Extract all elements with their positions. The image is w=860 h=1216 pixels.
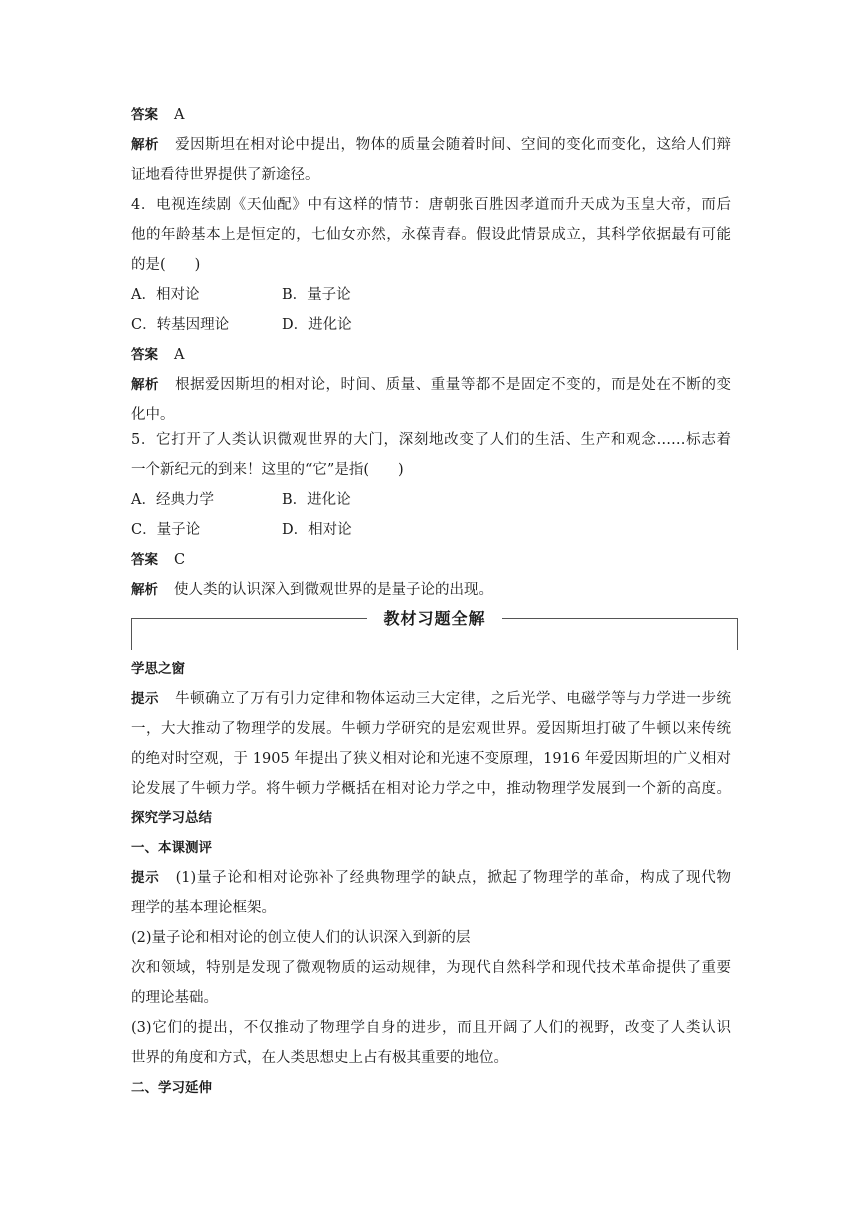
section-banner (131, 604, 738, 650)
xuesi-line: 提示 牛顿确立了万有引力定律和物体运动三大定律，之后光学、电磁学等与力学进一步统 (131, 691, 732, 707)
answer-label: 答案 (131, 107, 158, 123)
answer-label: 答案 (131, 347, 158, 363)
summary-line: (2)量子论和相对论的创立使人们的认识深入到新的层 (131, 930, 471, 946)
option-d: D．进化论 (282, 317, 352, 333)
analysis-label: 解析 (131, 582, 158, 598)
section-heading: 探究学习总结 (131, 810, 212, 826)
hint-label: 提示 (131, 870, 160, 886)
answer-value: C (174, 552, 186, 568)
q3-analysis-line: 证地看待世界提供了新途径。 (131, 167, 320, 183)
subsection-heading: 一、本课测评 (131, 840, 212, 856)
section-heading: 学思之窗 (131, 661, 185, 677)
answer-label: 答案 (131, 552, 158, 568)
analysis-label: 解析 (131, 377, 160, 393)
summary-block (131, 803, 731, 1103)
subsection-heading: 二、学习延伸 (131, 1080, 212, 1096)
q5-stem-line: 5．它打开了人类认识微观世界的大门，深刻地改变了人们的生活、生产和观念……标志着 (131, 432, 731, 448)
q3-answer (131, 100, 731, 130)
option-a: A．相对论 (131, 287, 200, 303)
option-b: B．进化论 (282, 492, 351, 508)
hint-label: 提示 (131, 691, 160, 707)
answer-value: A (174, 107, 185, 123)
q5-options-row (131, 485, 731, 515)
q4-block (131, 190, 731, 430)
option-d: D．相对论 (282, 522, 352, 538)
summary-line: 理学的基本理论框架。 (131, 900, 276, 916)
q4-options-row (131, 310, 731, 340)
summary-line: (3)它们的提出，不仅推动了物理学自身的进步，而且开阔了人们的视野，改变了人类认识 (131, 1020, 731, 1036)
q5-analysis-line: 解析 使人类的认识深入到微观世界的是量子论的出现。 (131, 582, 493, 598)
xuesi-block (131, 654, 731, 804)
option-b: B．量子论 (282, 287, 351, 303)
xuesi-line: 论发展了牛顿力学。将牛顿力学概括在相对论力学之中，推动物理学发展到一个新的高度。 (131, 781, 731, 797)
q5-answer (131, 545, 731, 575)
q5-stem-line: 一个新纪元的到来！这里的“它”是指( ) (131, 462, 404, 478)
analysis-label: 解析 (131, 137, 160, 153)
q3-analysis-line: 解析 爱因斯坦在相对论中提出，物体的质量会随着时间、空间的变化而变化，这给人们辩 (131, 137, 732, 153)
section-banner-title: 教材习题全解 (383, 609, 486, 628)
q4-stem-line: 他的年龄基本上是恒定的，七仙女亦然，永葆青春。假设此情景成立，其科学依据最有可能 (131, 227, 731, 243)
q4-analysis-line: 化中。 (131, 407, 175, 423)
xuesi-line: 的绝对时空观，于 1905 年提出了狭义相对论和光速不变原理，1916 年爱因斯坦的广义相对 (131, 751, 731, 767)
q4-stem-line: 4．电视连续剧《天仙配》中有这样的情节：唐朝张百胜因孝道而升天成为玉皇大帝，而后 (131, 197, 731, 213)
answer-value: A (174, 347, 185, 363)
q3-block (131, 100, 731, 190)
q4-analysis-line: 解析 根据爱因斯坦的相对论，时间、质量、重量等都不是固定不变的，而是处在不断的变 (131, 377, 732, 393)
q4-answer (131, 340, 731, 370)
summary-line: 提示 (1)量子论和相对论弥补了经典物理学的缺点，掀起了物理学的革命，构成了现代物 (131, 870, 732, 886)
summary-line: 次和领域，特别是发现了微观物质的运动规律，为现代自然科学和现代技术革命提供了重要 (131, 960, 731, 976)
summary-line: 世界的角度和方式，在人类思想史上占有极其重要的地位。 (131, 1050, 508, 1066)
xuesi-line: 一，大大推动了物理学的发展。牛顿力学研究的是宏观世界。爱因斯坦打破了牛顿以来传统 (131, 721, 731, 737)
option-a: A．经典力学 (131, 492, 214, 508)
q5-options-row (131, 515, 731, 545)
q4-options-row (131, 280, 731, 310)
q5-block (131, 425, 731, 605)
q4-stem-line: 的是( ) (131, 257, 201, 273)
option-c: C．量子论 (131, 522, 201, 538)
summary-line: 的理论基础。 (131, 990, 218, 1006)
option-c: C．转基因理论 (131, 317, 230, 333)
